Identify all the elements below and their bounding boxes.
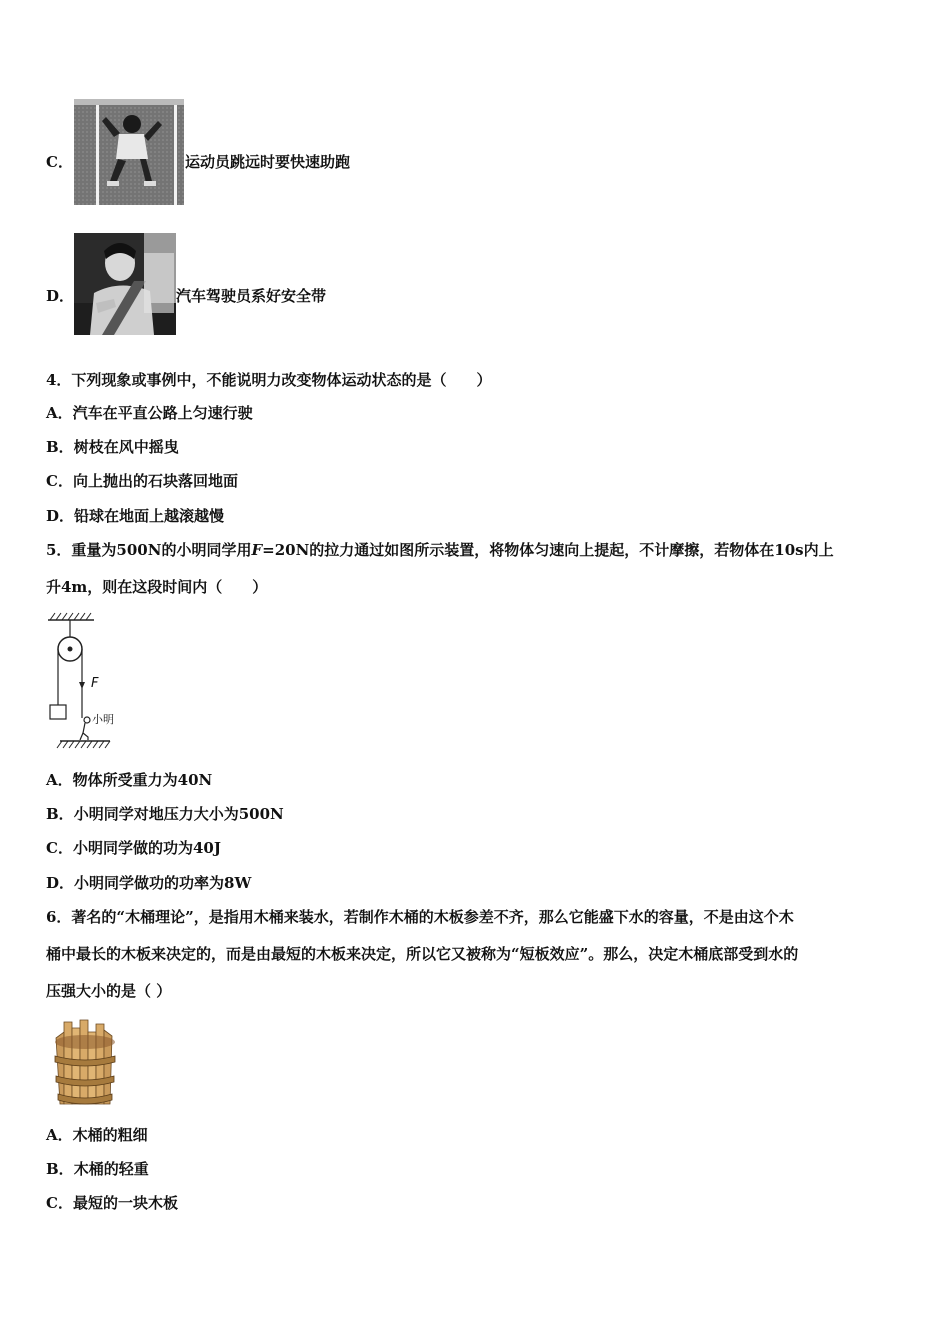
option-label: D． bbox=[46, 287, 75, 305]
option-text: 小明同学做功的功率为8W bbox=[74, 874, 252, 892]
option-text: 小明同学做的功为40J bbox=[72, 839, 221, 857]
long-jump-image bbox=[74, 99, 184, 205]
q5-stem-part1: 5．重量为500N的小明同学用 bbox=[46, 541, 252, 559]
option-label: B． bbox=[46, 805, 74, 823]
q5-stem-line1 bbox=[46, 540, 834, 560]
option-label: C． bbox=[46, 1194, 73, 1212]
option-label: A． bbox=[46, 1126, 73, 1144]
option-c-prev bbox=[46, 152, 73, 172]
q5-option-c bbox=[46, 838, 221, 858]
option-text: 木桶的粗细 bbox=[72, 1126, 148, 1144]
option-label: B． bbox=[46, 1160, 74, 1178]
option-label: D． bbox=[46, 874, 75, 892]
q6-option-b bbox=[46, 1159, 149, 1179]
q5-stem-line2: 升4m，则在这段时间内（ ） bbox=[46, 578, 268, 596]
option-d-prev bbox=[46, 286, 74, 306]
seatbelt-photo bbox=[74, 233, 176, 335]
q5-stem-part2: =20N的拉力通过如图所示装置，将物体匀速向上提起，不计摩擦，若物体在10s内上 bbox=[262, 541, 834, 559]
q6-option-c bbox=[46, 1193, 178, 1213]
wooden-bucket-figure bbox=[50, 1018, 122, 1108]
q5-option-d bbox=[46, 873, 251, 893]
option-text: 向上抛出的石块落回地面 bbox=[72, 472, 238, 490]
q6-stem-line1: 6．著名的“木桶理论”，是指用木桶来装水，若制作木桶的木板参差不齐，那么它能盛下水的容量，不是由这个木 bbox=[46, 908, 794, 926]
q6-option-a bbox=[46, 1125, 148, 1145]
q4-option-c bbox=[46, 471, 238, 491]
long-jump-photo bbox=[74, 99, 184, 205]
option-text: 汽车在平直公路上匀速行驶 bbox=[72, 404, 253, 422]
option-label: C． bbox=[46, 472, 73, 490]
q4-stem: 4．下列现象或事例中，不能说明力改变物体运动状态的是（ ） bbox=[46, 371, 492, 389]
q4-option-b bbox=[46, 437, 179, 457]
q5-option-b bbox=[46, 804, 284, 824]
q6-stem-line3: 压强大小的是（ ） bbox=[46, 982, 172, 1000]
person-label: 小明 bbox=[92, 713, 114, 726]
option-label: A． bbox=[46, 771, 73, 789]
option-label: C． bbox=[46, 153, 73, 171]
seatbelt-image bbox=[74, 233, 176, 335]
option-label: A． bbox=[46, 404, 73, 422]
option-text: 小明同学对地压力大小为500N bbox=[73, 805, 284, 823]
option-text: 木桶的轻重 bbox=[73, 1160, 149, 1178]
option-d-prev-text: 汽车驾驶员系好安全带 bbox=[176, 287, 327, 305]
q5-option-a bbox=[46, 770, 212, 790]
option-c-prev-text: 运动员跳远时要快速助跑 bbox=[185, 153, 351, 171]
q4-option-d bbox=[46, 506, 224, 526]
option-text: 最短的一块木板 bbox=[72, 1194, 178, 1212]
pulley-diagram bbox=[44, 610, 134, 752]
q6-stem-line2: 桶中最长的木板来决定的，而是由最短的木板来决定，所以它又被称为“短板效应”。那么，决定木桶底部受到水的 bbox=[46, 945, 799, 963]
option-text: 物体所受重力为40N bbox=[72, 771, 213, 789]
q4-option-a bbox=[46, 403, 253, 423]
q5-stem-force-symbol: F bbox=[251, 541, 263, 559]
wooden-bucket-image bbox=[50, 1018, 122, 1108]
force-label: F bbox=[91, 676, 99, 691]
pulley-figure bbox=[44, 610, 134, 752]
option-text: 树枝在风中摇曳 bbox=[73, 438, 179, 456]
option-label: D． bbox=[46, 507, 75, 525]
option-label: B． bbox=[46, 438, 74, 456]
option-label: C． bbox=[46, 839, 73, 857]
option-text: 铅球在地面上越滚越慢 bbox=[74, 507, 225, 525]
